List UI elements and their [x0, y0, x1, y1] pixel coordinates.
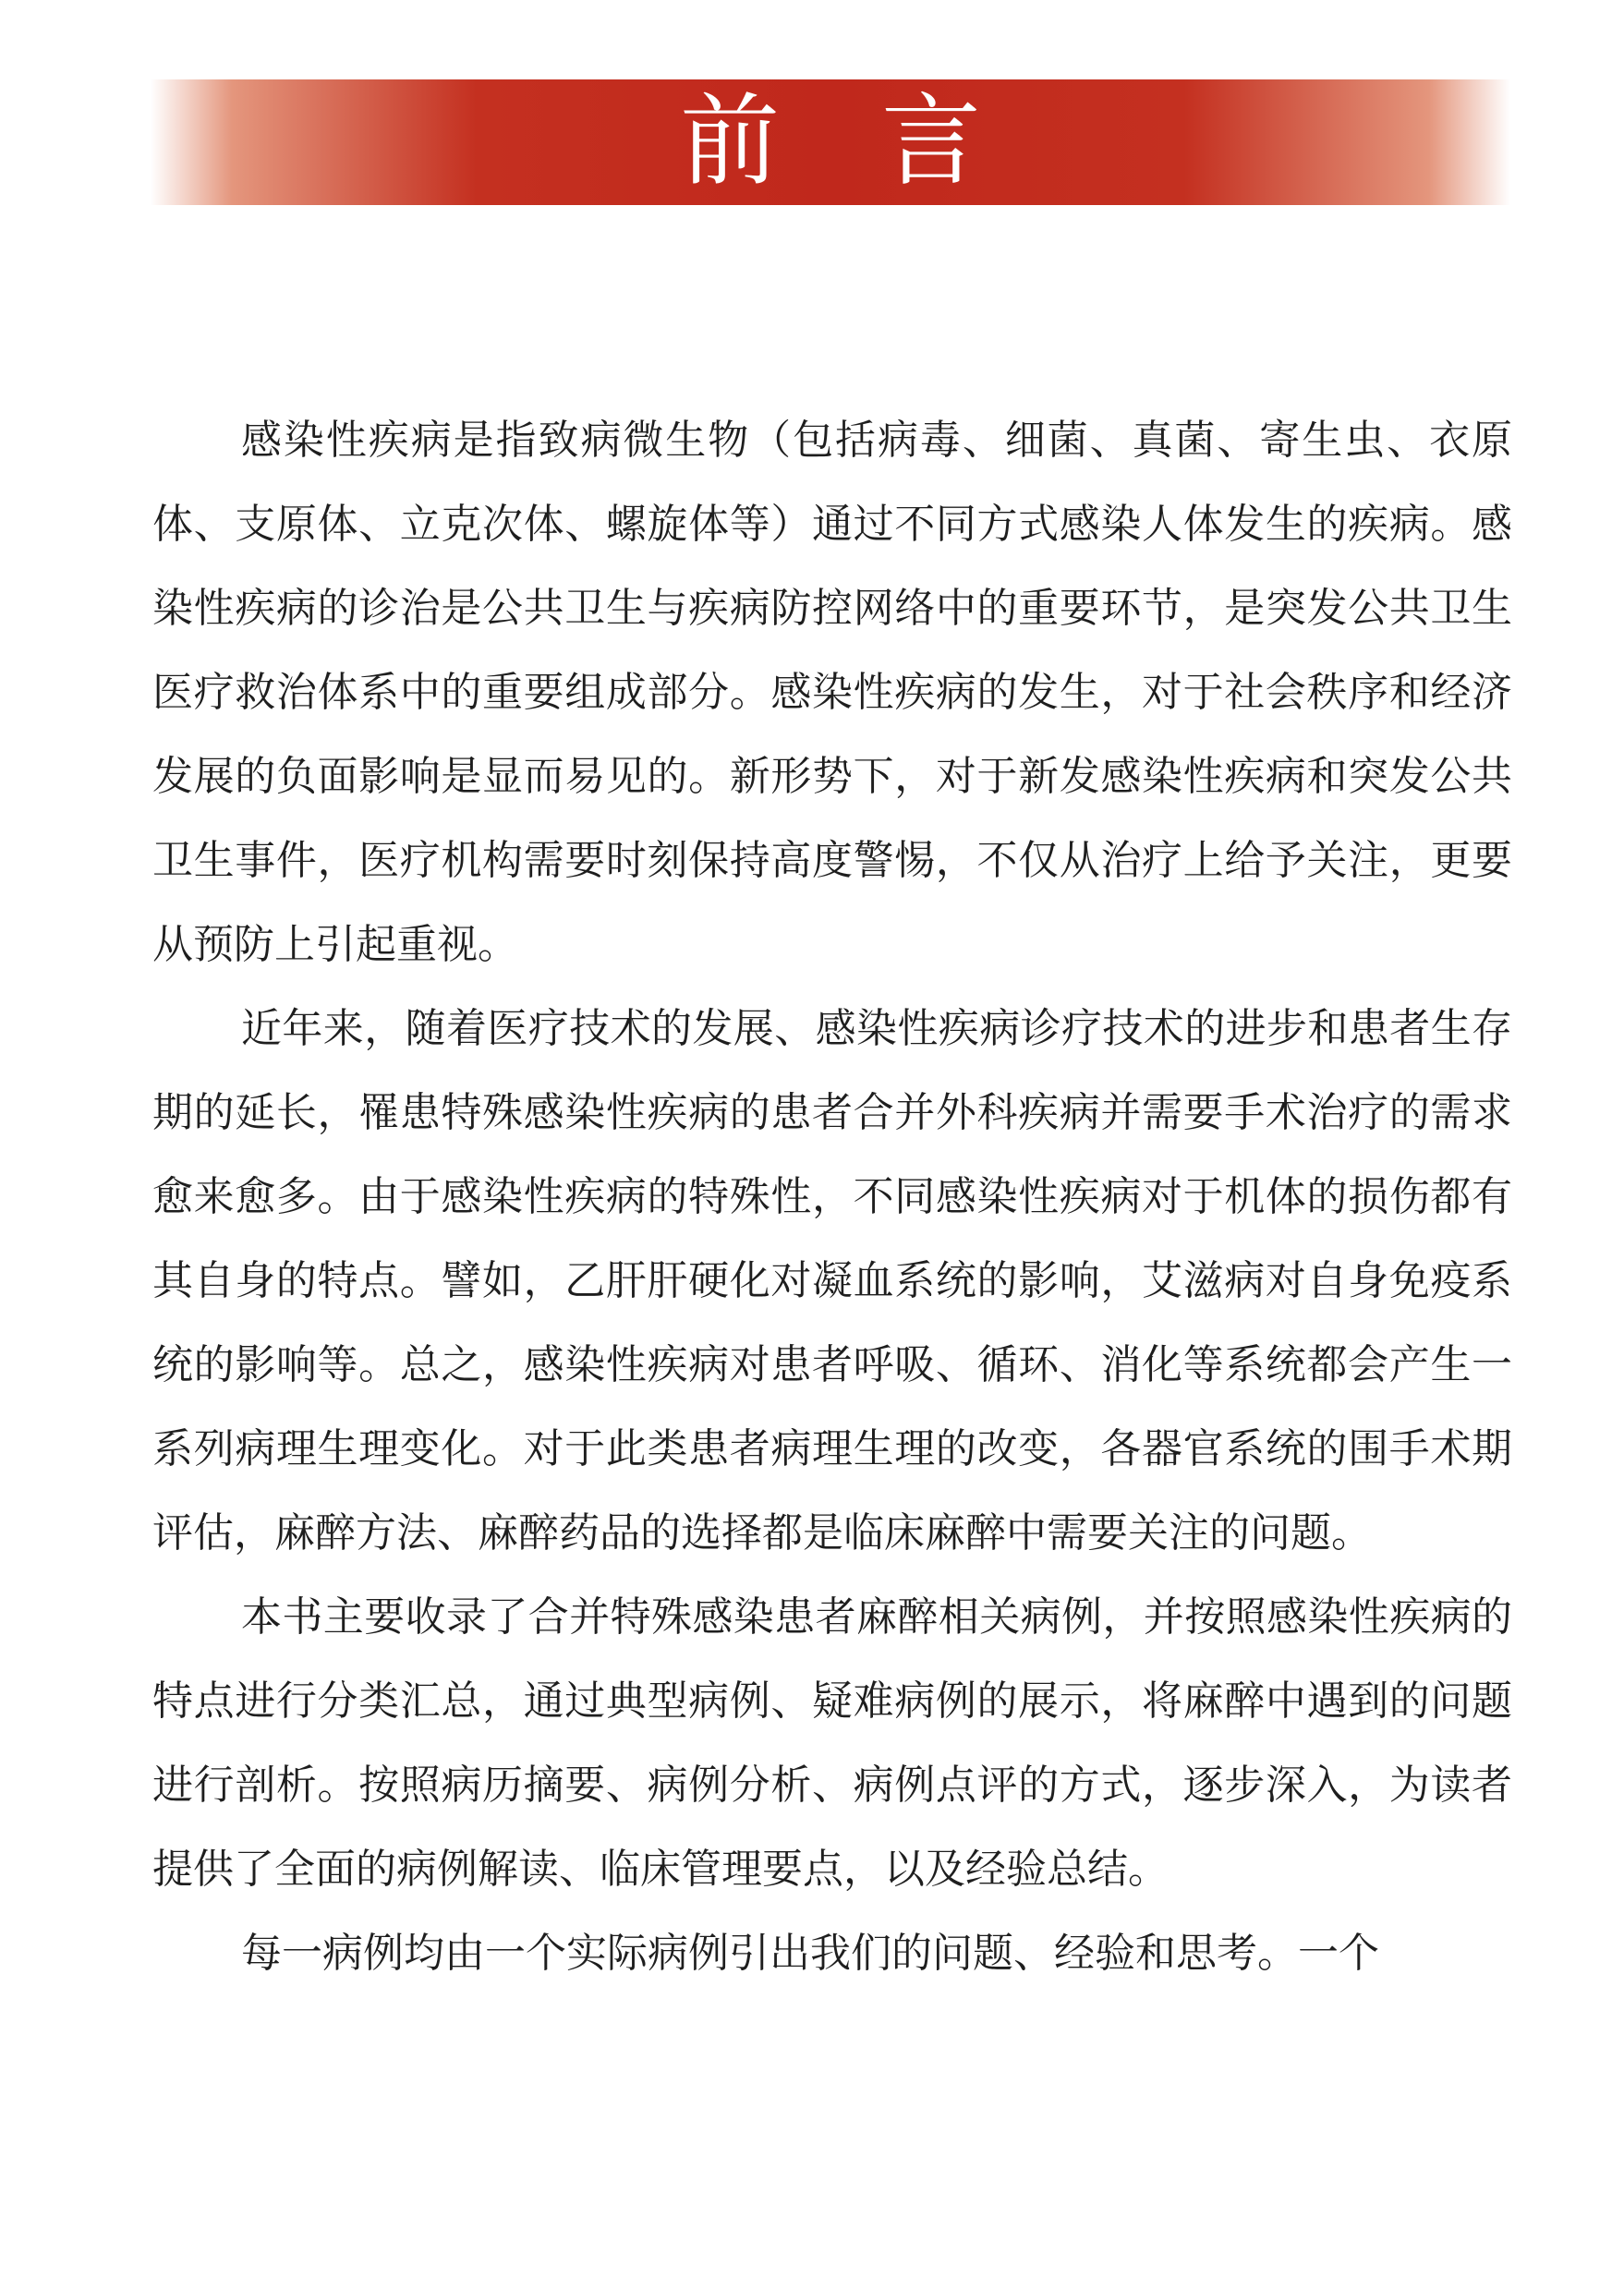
- paragraph-1: 感染性疾病是指致病微生物（包括病毒、细菌、真菌、寄生虫、衣原体、支原体、立克次体、螺旋体等）通过不同方式感染人体发生的疾病。感染性疾病的诊治是公共卫生与疾病防控网络中的重要环节，是突发公共卫生医疗救治体系中的重要组成部分。感染性疾病的发生，对于社会秩序和经济发展的负面影响是显而易见的。新形势下，对于新发感染性疾病和突发公共卫生事件，医疗机构需要时刻保持高度警惕，不仅从治疗上给予关注，更要从预防上引起重视。: [152, 417, 1512, 968]
- paragraph-2: 近年来，随着医疗技术的发展、感染性疾病诊疗技术的进步和患者生存期的延长，罹患特殊感染性疾病的患者合并外科疾病并需要手术治疗的需求愈来愈多。由于感染性疾病的特殊性，不同感染性疾病对于机体的损伤都有其自身的特点。譬如，乙肝肝硬化对凝血系统的影响，艾滋病对自身免疫系统的影响等。总之，感染性疾病对患者呼吸、循环、消化等系统都会产生一系列病理生理变化。对于此类患者病理生理的改变，各器官系统的围手术期评估，麻醉方法、麻醉药品的选择都是临床麻醉中需要关注的问题。: [152, 1005, 1512, 1556]
- page-title: 前言: [679, 84, 1083, 200]
- paragraph-4: 每一病例均由一个实际病例引出我们的问题、经验和思考。一个: [241, 1930, 1379, 1977]
- title-banner: [151, 79, 1510, 205]
- paragraph-3: 本书主要收录了合并特殊感染患者麻醉相关病例，并按照感染性疾病的特点进行分类汇总，通过典型病例、疑难病例的展示，将麻醉中遇到的问题进行剖析。按照病历摘要、病例分析、病例点评的方式，逐步深入，为读者提供了全面的病例解读、临床管理要点，以及经验总结。: [152, 1593, 1512, 1893]
- body-text: [152, 398, 1512, 1995]
